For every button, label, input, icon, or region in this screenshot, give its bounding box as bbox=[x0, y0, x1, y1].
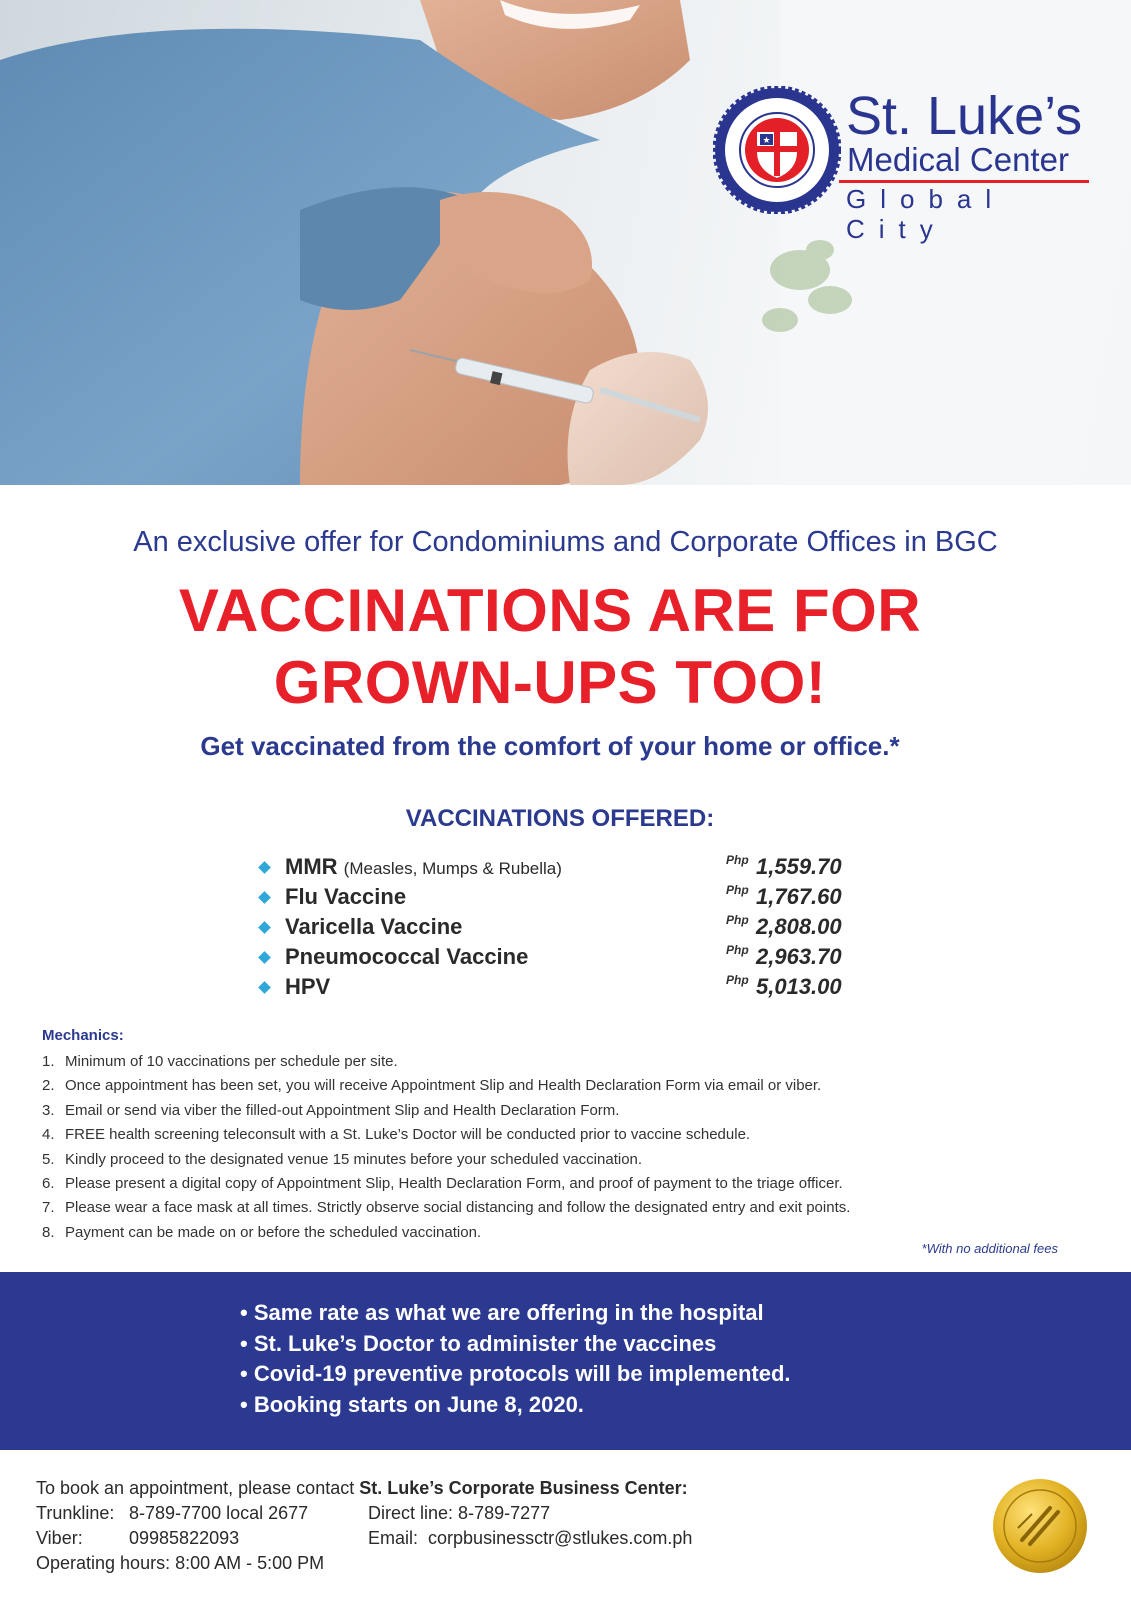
mechanics-number: 6. bbox=[42, 1174, 55, 1192]
mechanics-text: Kindly proceed to the designated venue 15 minutes before your scheduled vaccination. bbox=[65, 1150, 643, 1168]
email-row bbox=[368, 1528, 692, 1549]
mechanics-title: Mechanics: bbox=[42, 1027, 124, 1044]
vaccine-name: Varicella Vaccine bbox=[285, 914, 463, 939]
mechanics-number: 1. bbox=[42, 1053, 55, 1070]
mechanics-text: Email or send via viber the filled-out Appointment Slip and Health Declaration Form. bbox=[65, 1101, 620, 1119]
email-address: corpbusinessctr@stlukes.com.ph bbox=[428, 1528, 693, 1548]
logo-name-line2: Medical Center bbox=[847, 141, 1069, 178]
vaccine-price: 2,963.70 bbox=[756, 944, 842, 969]
currency-label: Php bbox=[726, 973, 749, 987]
trunkline-label: Trunkline: bbox=[36, 1503, 115, 1523]
headline-line2: GROWN-UPS TOO! bbox=[273, 649, 827, 716]
currency-label: Php bbox=[726, 943, 749, 957]
mechanics-number: 3. bbox=[42, 1101, 55, 1119]
logo-name-line1: St. Luke’s bbox=[846, 86, 1083, 146]
mechanics-item bbox=[42, 1172, 1102, 1196]
direct-label: Direct line: bbox=[368, 1503, 454, 1523]
currency-label: Php bbox=[726, 883, 749, 897]
mechanics-list bbox=[42, 1050, 1102, 1245]
diamond-bullet-icon bbox=[258, 951, 271, 964]
no-additional-fees-note: *With no additional fees bbox=[921, 1241, 1058, 1256]
offer-subtitle: An exclusive offer for Condominiums and Corporate Offices in BGC bbox=[133, 526, 998, 558]
vaccine-name: Pneumococcal Vaccine bbox=[285, 944, 529, 969]
direct-line bbox=[368, 1503, 550, 1524]
mechanics-number: 5. bbox=[42, 1150, 55, 1168]
mechanics-text: Once appointment has been set, you will receive Appointment Slip and Health Declaration Form via email or viber. bbox=[65, 1077, 822, 1095]
highlight-item: • Same rate as what we are offering in the hospital bbox=[240, 1300, 764, 1325]
vaccine-detail: (Measles, Mumps & Rubella) bbox=[343, 859, 562, 878]
hours-value: 8:00 AM - 5:00 PM bbox=[175, 1553, 325, 1573]
vaccine-row bbox=[256, 884, 856, 914]
logo-name-line3: Global City bbox=[846, 184, 1006, 244]
trunkline-row bbox=[36, 1503, 114, 1524]
viber-label: Viber: bbox=[36, 1528, 83, 1548]
mechanics-text: Minimum of 10 vaccinations per schedule per site. bbox=[65, 1053, 398, 1070]
headline-line1: VACCINATIONS ARE FOR bbox=[178, 577, 922, 644]
vaccinations-offered-title: VACCINATIONS OFFERED: bbox=[405, 805, 715, 832]
vaccine-price: 1,559.70 bbox=[756, 854, 842, 879]
diamond-bullet-icon bbox=[258, 921, 271, 934]
vaccine-price-list bbox=[256, 854, 856, 1004]
mechanics-text: Please present a digital copy of Appointment Slip, Health Declaration Form, and proof of payment to the triage officer. bbox=[65, 1174, 843, 1192]
vaccine-price: 2,808.00 bbox=[756, 914, 842, 939]
mechanics-number: 4. bbox=[42, 1126, 55, 1144]
mechanics-number: 8. bbox=[42, 1223, 55, 1241]
mechanics-text: Payment can be made on or before the scheduled vaccination. bbox=[65, 1223, 482, 1241]
vaccine-row bbox=[256, 914, 856, 944]
mechanics-item bbox=[42, 1148, 1102, 1172]
tagline: Get vaccinated from the comfort of your home or office.* bbox=[200, 731, 900, 761]
mechanics-item bbox=[42, 1123, 1102, 1147]
email-label: Email: bbox=[368, 1528, 419, 1548]
mechanics-item bbox=[42, 1196, 1102, 1220]
vaccine-name: MMR bbox=[285, 854, 338, 879]
mechanics-text: Please wear a face mask at all times. Strictly observe social distancing and follow the designated entry and exit points. bbox=[65, 1199, 851, 1217]
highlight-item: • Booking starts on June 8, 2020. bbox=[240, 1391, 584, 1417]
highlights-list bbox=[240, 1298, 791, 1420]
highlight-item: • Covid-19 preventive protocols will be implemented. bbox=[240, 1361, 791, 1386]
mechanics-text: FREE health screening teleconsult with a St. Luke’s Doctor will be conducted prior to vaccine schedule. bbox=[65, 1126, 751, 1144]
mechanics-item bbox=[42, 1099, 1102, 1123]
svg-text:★: ★ bbox=[762, 136, 771, 146]
operating-hours bbox=[36, 1553, 324, 1574]
diamond-bullet-icon bbox=[258, 891, 271, 904]
st-lukes-logo bbox=[713, 86, 1093, 244]
diamond-bullet-icon bbox=[258, 861, 271, 874]
contact-intro bbox=[36, 1478, 688, 1499]
business-center-name: St. Luke’s Corporate Business Center: bbox=[359, 1478, 688, 1498]
seal-icon bbox=[713, 86, 841, 214]
highlights-band bbox=[0, 1272, 1131, 1450]
mechanics-item bbox=[42, 1050, 1102, 1074]
diamond-bullet-icon bbox=[258, 981, 271, 994]
vaccine-row bbox=[256, 854, 856, 884]
vaccine-price: 1,767.60 bbox=[756, 884, 842, 909]
vaccine-name: Flu Vaccine bbox=[285, 884, 407, 909]
hours-label: Operating hours: bbox=[36, 1553, 171, 1573]
currency-label: Php bbox=[726, 913, 749, 927]
vaccine-row bbox=[256, 944, 856, 974]
mechanics-item bbox=[42, 1074, 1102, 1098]
vaccine-price: 5,013.00 bbox=[756, 974, 842, 999]
trunkline-number: 8-789-7700 local 2677 bbox=[129, 1503, 309, 1523]
hero-photo bbox=[0, 0, 1131, 485]
headline bbox=[0, 575, 1100, 719]
viber-number: 09985822093 bbox=[129, 1528, 240, 1548]
vaccine-row bbox=[256, 974, 856, 1004]
logo-divider bbox=[839, 180, 1089, 183]
contact-intro-text: To book an appointment, please contact bbox=[36, 1478, 360, 1498]
highlight-item: • St. Luke’s Doctor to administer the vaccines bbox=[240, 1330, 717, 1356]
mechanics-number: 7. bbox=[42, 1199, 55, 1217]
mechanics-number: 2. bbox=[42, 1077, 55, 1095]
direct-number: 8-789-7277 bbox=[458, 1503, 551, 1523]
currency-label: Php bbox=[726, 853, 749, 867]
vaccine-name: HPV bbox=[285, 974, 331, 999]
jci-quality-approval-badge-icon bbox=[992, 1478, 1088, 1574]
